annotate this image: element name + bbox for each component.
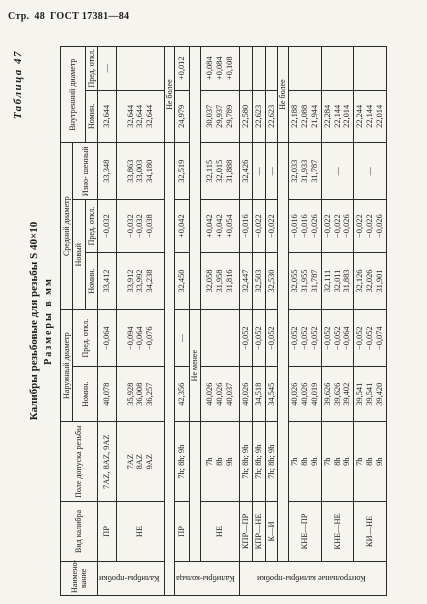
cell-middle-nom: 32,447 bbox=[239, 252, 252, 309]
cell-inner-nom: 24,979 bbox=[175, 90, 190, 143]
cell-inner-dev: +0,084 +0,084 +0,108 bbox=[200, 47, 239, 91]
cell-middle-dev: +0,042 bbox=[175, 200, 190, 253]
header-type: Вид калибра bbox=[61, 502, 98, 561]
cell-type: КПР—ПР bbox=[239, 502, 252, 561]
cell-type: ПР bbox=[98, 502, 117, 561]
table-row bbox=[175, 47, 190, 596]
table-row bbox=[117, 47, 165, 596]
cell-field: 7h 8h 9h bbox=[321, 422, 354, 502]
header-middle-dev: Пред. откл. bbox=[85, 200, 97, 253]
header-inner: Внутренний диаметр bbox=[61, 47, 86, 143]
cell-middle-nom: 32,058 31,958 31,816 bbox=[200, 252, 239, 309]
cell-field: 7AZ 8AZ 9AZ bbox=[117, 422, 165, 502]
cell-outer-nom: 39,541 39,541 39,420 bbox=[354, 367, 387, 422]
cell-inner-nom: 22,284 22,144 22,014 bbox=[321, 90, 354, 143]
cell-middle-worn: — bbox=[321, 143, 354, 200]
header-outer: Наружный диаметр bbox=[61, 310, 73, 422]
cell-type: КИ—НЕ bbox=[354, 502, 387, 561]
cell-middle-dev: −0,022 bbox=[265, 200, 278, 253]
table-row bbox=[239, 47, 252, 596]
cell-outer-dev: −0,052 −0,052 −0,052 bbox=[288, 310, 321, 367]
cell-outer-dev: −0,052 −0,052 −0,074 bbox=[354, 310, 387, 367]
note-not-less: Не менее bbox=[190, 310, 200, 422]
cell-middle-worn: 32,033 31,933 31,787 bbox=[288, 143, 321, 200]
header-inner-dev: Пред. откл. bbox=[85, 47, 97, 91]
cell-middle-worn: 33,348 bbox=[98, 143, 117, 200]
table-subtitle: Размеры в мм bbox=[43, 277, 54, 365]
cell-middle-dev: −0,016 −0,016 −0,026 bbox=[288, 200, 321, 253]
cell-field: 7h; 8h; 9h bbox=[265, 422, 278, 502]
cell-outer-nom: 39,626 39,626 39,402 bbox=[321, 367, 354, 422]
cell-type: НЕ bbox=[200, 502, 239, 561]
note-not-more: Не более bbox=[278, 47, 288, 143]
cell-inner-dev bbox=[117, 47, 165, 91]
cell-outer-nom: 40,078 bbox=[98, 367, 117, 422]
cell-middle-nom: 32,530 bbox=[265, 252, 278, 309]
cell-middle-worn: — bbox=[354, 143, 387, 200]
cell-inner-nom: 30,037 29,937 29,789 bbox=[200, 90, 239, 143]
cell-field: 7h 8h 9h bbox=[288, 422, 321, 502]
cell-inner-dev bbox=[265, 47, 278, 91]
cell-inner-dev bbox=[252, 47, 265, 91]
note-row bbox=[190, 47, 200, 596]
cell-inner-dev: +0,012 bbox=[175, 47, 190, 91]
cell-middle-nom: 32,111 32,011 31,883 bbox=[321, 252, 354, 309]
cell-outer-dev: — bbox=[175, 310, 190, 367]
cell-outer-dev: −0,052 −0,052 −0,064 bbox=[321, 310, 354, 367]
table-row bbox=[98, 47, 117, 596]
cell-middle-nom: 32,126 32,026 31,901 bbox=[354, 252, 387, 309]
group-plug: Калибры-пробки bbox=[98, 561, 164, 595]
cell-inner-nom: 22,623 bbox=[265, 90, 278, 143]
cell-outer-nom: 34,545 bbox=[265, 367, 278, 422]
cell-outer-nom: 40,026 bbox=[239, 367, 252, 422]
cell-middle-worn: — bbox=[265, 143, 278, 200]
cell-type: КПР—НЕ bbox=[252, 502, 265, 561]
cell-middle-nom: 33,912 33,992 34,238 bbox=[117, 252, 165, 309]
cell-middle-dev: −0,022 −0,022 −0,026 bbox=[321, 200, 354, 253]
table-row bbox=[354, 47, 387, 596]
note-row bbox=[164, 47, 174, 596]
cell-outer-dev bbox=[200, 310, 239, 367]
standard-number: ГОСТ 17381—84 bbox=[50, 11, 130, 22]
cell-field: 7AZ, 8AZ, 9AZ bbox=[98, 422, 117, 502]
page-number: 48 bbox=[34, 11, 45, 22]
header-name: Наимено- вание bbox=[61, 561, 98, 595]
cell-middle-worn: — bbox=[252, 143, 265, 200]
header-outer-dev: Пред. откл. bbox=[73, 310, 98, 367]
cell-outer-nom: 40,026 40,026 40,037 bbox=[200, 367, 239, 422]
table-title: Калибры резьбовые для резьбы S 40×10 bbox=[28, 221, 40, 421]
header-middle-nom: Номин. bbox=[85, 252, 97, 309]
cell-inner-dev bbox=[354, 47, 387, 91]
cell-field: 7h; 8h; 9h bbox=[252, 422, 265, 502]
cell-type: НЕ bbox=[117, 502, 165, 561]
cell-middle-dev: −0,022 bbox=[252, 200, 265, 253]
page-header bbox=[8, 11, 134, 22]
header-inner-nom: Номин. bbox=[85, 90, 97, 143]
cell-inner-dev: — bbox=[98, 47, 117, 91]
cell-outer-nom: 42,356 bbox=[175, 367, 190, 422]
table-row bbox=[288, 47, 321, 596]
cell-outer-nom: 35,928 36,008 36,257 bbox=[117, 367, 165, 422]
cell-type: К—И bbox=[265, 502, 278, 561]
table-row bbox=[265, 47, 278, 596]
cell-outer-dev: −0,052 bbox=[239, 310, 252, 367]
cell-outer-nom: 40,026 40,026 40,019 bbox=[288, 367, 321, 422]
cell-inner-dev bbox=[239, 47, 252, 91]
cell-outer-dev: −0,052 bbox=[252, 310, 265, 367]
cell-middle-nom: 32,055 31,955 31,787 bbox=[288, 252, 321, 309]
cell-type: ПР bbox=[175, 502, 190, 561]
cell-field: 7h; 8h; 9h bbox=[239, 422, 252, 502]
cell-outer-nom: 34,518 bbox=[252, 367, 265, 422]
cell-middle-dev: −0,032 −0,032 −0,038 bbox=[117, 200, 165, 253]
cell-field: 7h 8h 9h bbox=[200, 422, 239, 502]
header-middle: Средний диаметр bbox=[61, 143, 73, 310]
header-tolerance-field: Поле допуска резьбы bbox=[61, 422, 98, 502]
header-new: Новый bbox=[73, 200, 85, 310]
cell-type: КНЕ—ПР bbox=[288, 502, 321, 561]
cell-inner-nom: 32,644 bbox=[98, 90, 117, 143]
header-worn: Изно- шенный bbox=[73, 143, 98, 200]
cell-outer-dev: −0,064 bbox=[98, 310, 117, 367]
cell-inner-nom: 32,644 32,644 32,644 bbox=[117, 90, 165, 143]
note-not-more: Не более bbox=[164, 47, 174, 143]
cell-inner-dev bbox=[321, 47, 354, 91]
cell-middle-dev: −0,032 bbox=[98, 200, 117, 253]
cell-inner-nom: 22,580 bbox=[239, 90, 252, 143]
cell-middle-dev: +0,042 +0,042 +0,054 bbox=[200, 200, 239, 253]
cell-inner-nom: 22,188 22,088 21,944 bbox=[288, 90, 321, 143]
dimensions-table bbox=[60, 46, 387, 596]
cell-middle-nom: 32,450 bbox=[175, 252, 190, 309]
cell-middle-worn: 32,426 bbox=[239, 143, 252, 200]
table-row bbox=[200, 47, 239, 596]
table-caption: Таблица 47 bbox=[12, 50, 24, 120]
cell-type: КНЕ—НЕ bbox=[321, 502, 354, 561]
cell-field: 7h 8h 9h bbox=[354, 422, 387, 502]
cell-inner-nom: 22,623 bbox=[252, 90, 265, 143]
header-outer-nom: Номин. bbox=[73, 367, 98, 422]
table-row bbox=[321, 47, 354, 596]
rotated-table-block bbox=[8, 46, 418, 596]
cell-field: 7h; 8h; 9h bbox=[175, 422, 190, 502]
cell-middle-dev: −0,016 bbox=[239, 200, 252, 253]
cell-middle-worn: 32,519 bbox=[175, 143, 190, 200]
note-row bbox=[278, 47, 288, 596]
cell-inner-dev bbox=[288, 47, 321, 91]
cell-middle-worn: 32,115 32,015 31,888 bbox=[200, 143, 239, 200]
cell-inner-nom: 22,244 22,144 22,014 bbox=[354, 90, 387, 143]
group-ring: Калибры-кольца bbox=[175, 561, 240, 595]
cell-middle-nom: 33,412 bbox=[98, 252, 117, 309]
cell-middle-dev: −0,022 −0,022 −0,026 bbox=[354, 200, 387, 253]
cell-middle-worn: 33,863 33,003 34,180 bbox=[117, 143, 165, 200]
table-row bbox=[252, 47, 265, 596]
cell-outer-dev: −0,094 −0,064 −0,076 bbox=[117, 310, 165, 367]
cell-outer-dev: −0,052 bbox=[265, 310, 278, 367]
group-control: Контрольные калибры-пробки bbox=[239, 561, 386, 595]
page-label: Стр. bbox=[8, 11, 30, 22]
cell-middle-nom: 32,503 bbox=[252, 252, 265, 309]
